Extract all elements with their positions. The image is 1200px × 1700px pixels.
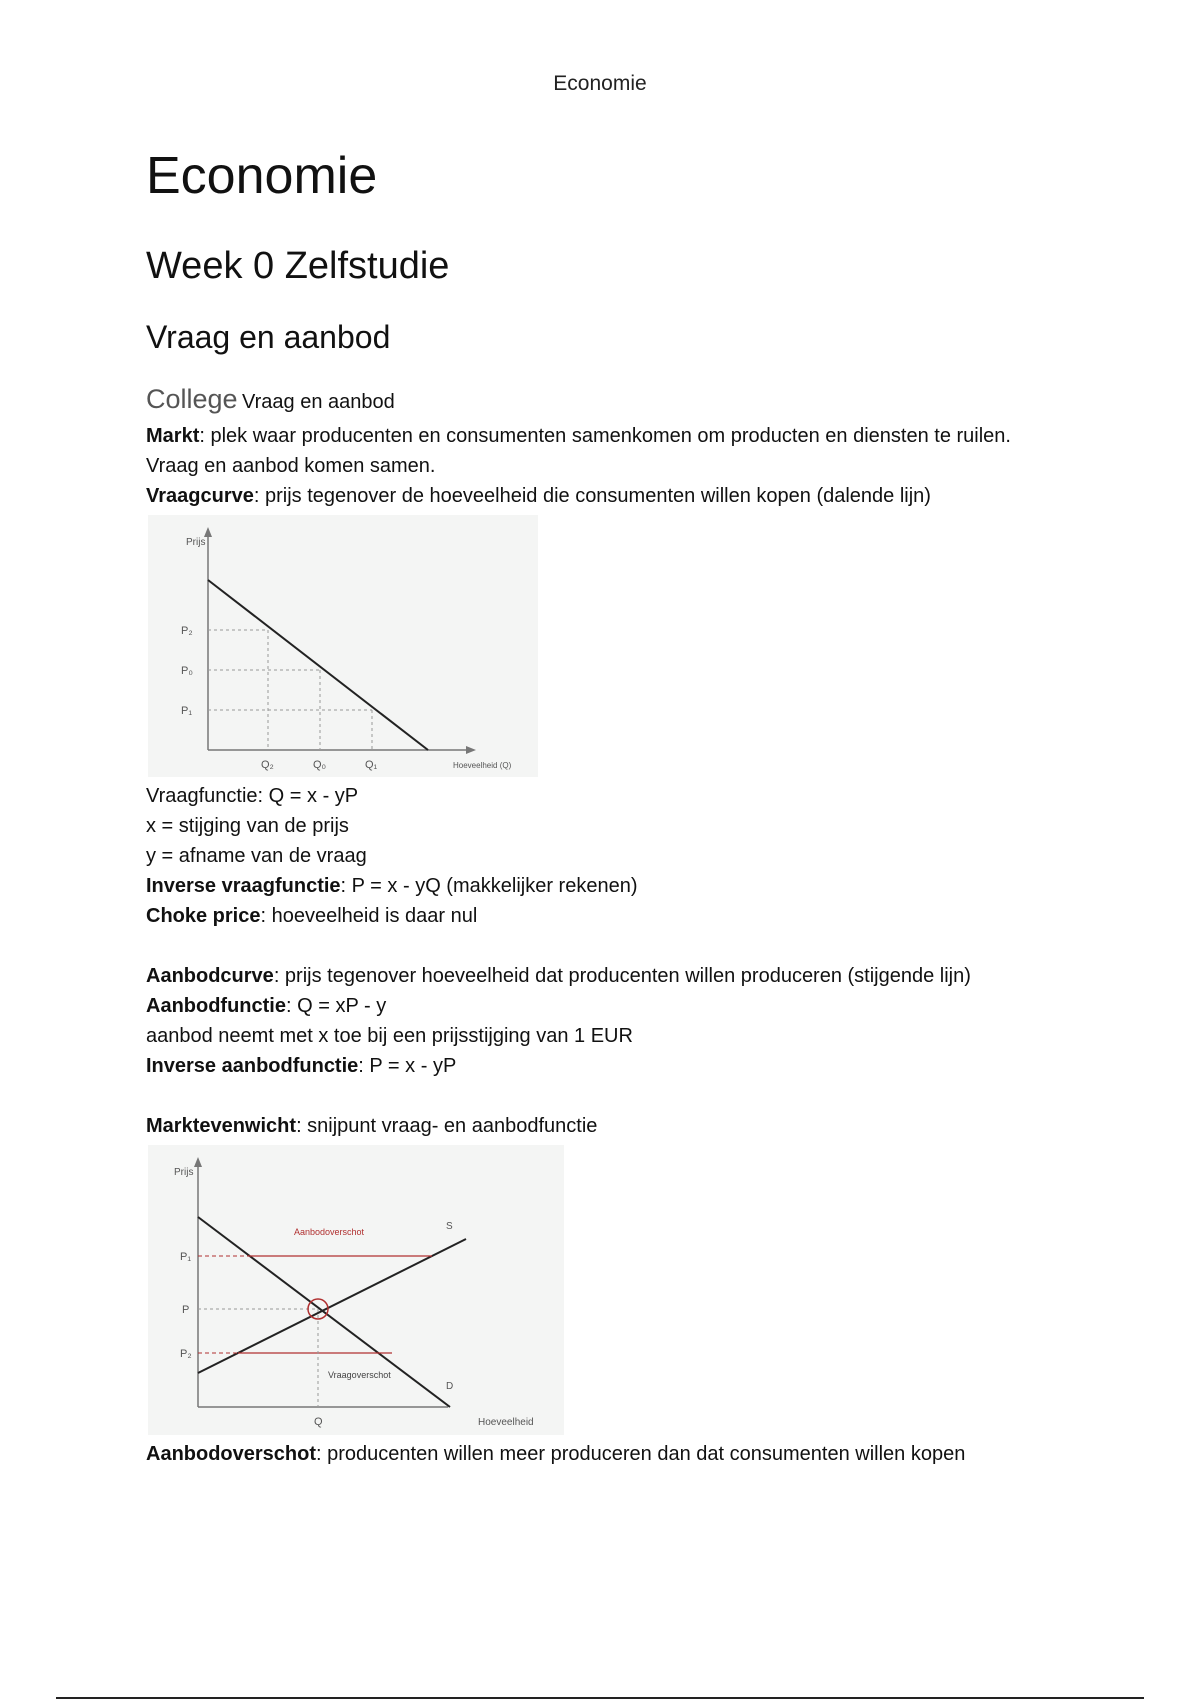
y-axis-label: Prijs bbox=[186, 537, 206, 548]
price-label-p2: P₂ bbox=[180, 1348, 192, 1360]
inverse-aanbodfunctie bbox=[146, 1051, 1066, 1081]
spacer bbox=[146, 931, 1066, 961]
price-label-p1: P₁ bbox=[181, 705, 193, 717]
term-aanbodoverschot: Aanbodoverschot bbox=[146, 1443, 317, 1465]
equilibrium-figure bbox=[148, 1145, 564, 1435]
demand-curve-figure bbox=[148, 515, 538, 777]
spacer bbox=[146, 1081, 1066, 1111]
quantity-label-q: Q bbox=[314, 1416, 323, 1428]
document-title: Economie bbox=[146, 147, 378, 205]
marktevenwicht-definition bbox=[146, 1111, 1066, 1141]
price-label-p: P bbox=[182, 1304, 190, 1316]
week-heading: Week 0 Zelfstudie bbox=[146, 245, 450, 287]
inverse-vraagfunctie bbox=[146, 871, 1066, 901]
choke-price bbox=[146, 901, 1066, 931]
choke-price-text: : hoeveelheid is daar nul bbox=[260, 905, 478, 927]
quantity-label-q0: Q₀ bbox=[313, 759, 327, 771]
term-inverse-aanbodfunctie: Inverse aanbodfunctie bbox=[146, 1055, 359, 1077]
term-vraagcurve: Vraagcurve bbox=[146, 485, 254, 507]
document-content bbox=[146, 140, 1066, 1469]
shortage-label: Vraagoverschot bbox=[328, 1370, 391, 1380]
price-label-p1: P₁ bbox=[180, 1251, 192, 1263]
inverse-vraagfunctie-text: : P = x - yQ (makkelijker rekenen) bbox=[340, 875, 638, 897]
x-definition: x = stijging van de prijs bbox=[146, 815, 349, 837]
vraagfunctie-line: Vraagfunctie: Q = x - yP bbox=[146, 785, 359, 807]
term-aanbodfunctie: Aanbodfunctie bbox=[146, 995, 286, 1017]
section-heading: Vraag en aanbod bbox=[146, 319, 391, 355]
aanbodfunctie bbox=[146, 991, 1066, 1021]
quantity-label-q1: Q₁ bbox=[365, 759, 378, 771]
term-inverse-vraagfunctie: Inverse vraagfunctie bbox=[146, 875, 341, 897]
vraagcurve-definition bbox=[146, 481, 1066, 511]
y-axis-label: Prijs bbox=[174, 1167, 194, 1178]
aanbod-note: aanbod neemt met x toe bij een prijsstijging van 1 EUR bbox=[146, 1025, 633, 1047]
demand-label: D bbox=[446, 1381, 454, 1392]
page-bottom-rule bbox=[56, 1697, 1144, 1699]
subsection-label-small: Vraag en aanbod bbox=[242, 391, 395, 413]
aanbodcurve-definition bbox=[146, 961, 1066, 991]
aanbodoverschot-definition bbox=[146, 1439, 1066, 1469]
surplus-label: Aanbodoverschot bbox=[294, 1227, 365, 1237]
inverse-aanbodfunctie-text: : P = x - yP bbox=[358, 1055, 457, 1077]
vraagcurve-text: : prijs tegenover de hoeveelheid die consumenten willen kopen (dalende lijn) bbox=[253, 485, 931, 507]
figure-background bbox=[148, 1145, 564, 1435]
figure-background bbox=[148, 515, 538, 777]
aanbodfunctie-text: : Q = xP - y bbox=[286, 995, 387, 1017]
price-label-p0: P₀ bbox=[181, 665, 193, 677]
aanbodoverschot-text: : producenten willen meer produceren dan dat consumenten willen kopen bbox=[316, 1443, 966, 1465]
term-markt: Markt bbox=[146, 425, 200, 447]
subsection-label-large: College bbox=[146, 384, 238, 414]
term-aanbodcurve: Aanbodcurve bbox=[146, 965, 274, 987]
quantity-label-q2: Q₂ bbox=[261, 759, 274, 771]
subsection-heading bbox=[146, 382, 1066, 421]
x-axis-label: Hoeveelheid (Q) bbox=[453, 761, 512, 770]
term-marktevenwicht: Marktevenwicht bbox=[146, 1115, 297, 1137]
x-axis-label: Hoeveelheid bbox=[478, 1417, 534, 1428]
y-definition: y = afname van de vraag bbox=[146, 845, 367, 867]
supply-label: S bbox=[446, 1221, 453, 1232]
price-label-p2: P₂ bbox=[181, 625, 193, 637]
aanbodcurve-text: : prijs tegenover hoeveelheid dat producenten willen produceren (stijgende lijn) bbox=[273, 965, 971, 987]
running-header: Economie bbox=[553, 72, 647, 95]
markt-text: : plek waar producenten en consumenten samenkomen om producten en diensten te ruilen. Vraag en aanbod komen samen. bbox=[146, 425, 1011, 477]
term-choke-price: Choke price bbox=[146, 905, 261, 927]
markt-definition bbox=[146, 421, 1066, 481]
marktevenwicht-text: : snijpunt vraag- en aanbodfunctie bbox=[296, 1115, 598, 1137]
